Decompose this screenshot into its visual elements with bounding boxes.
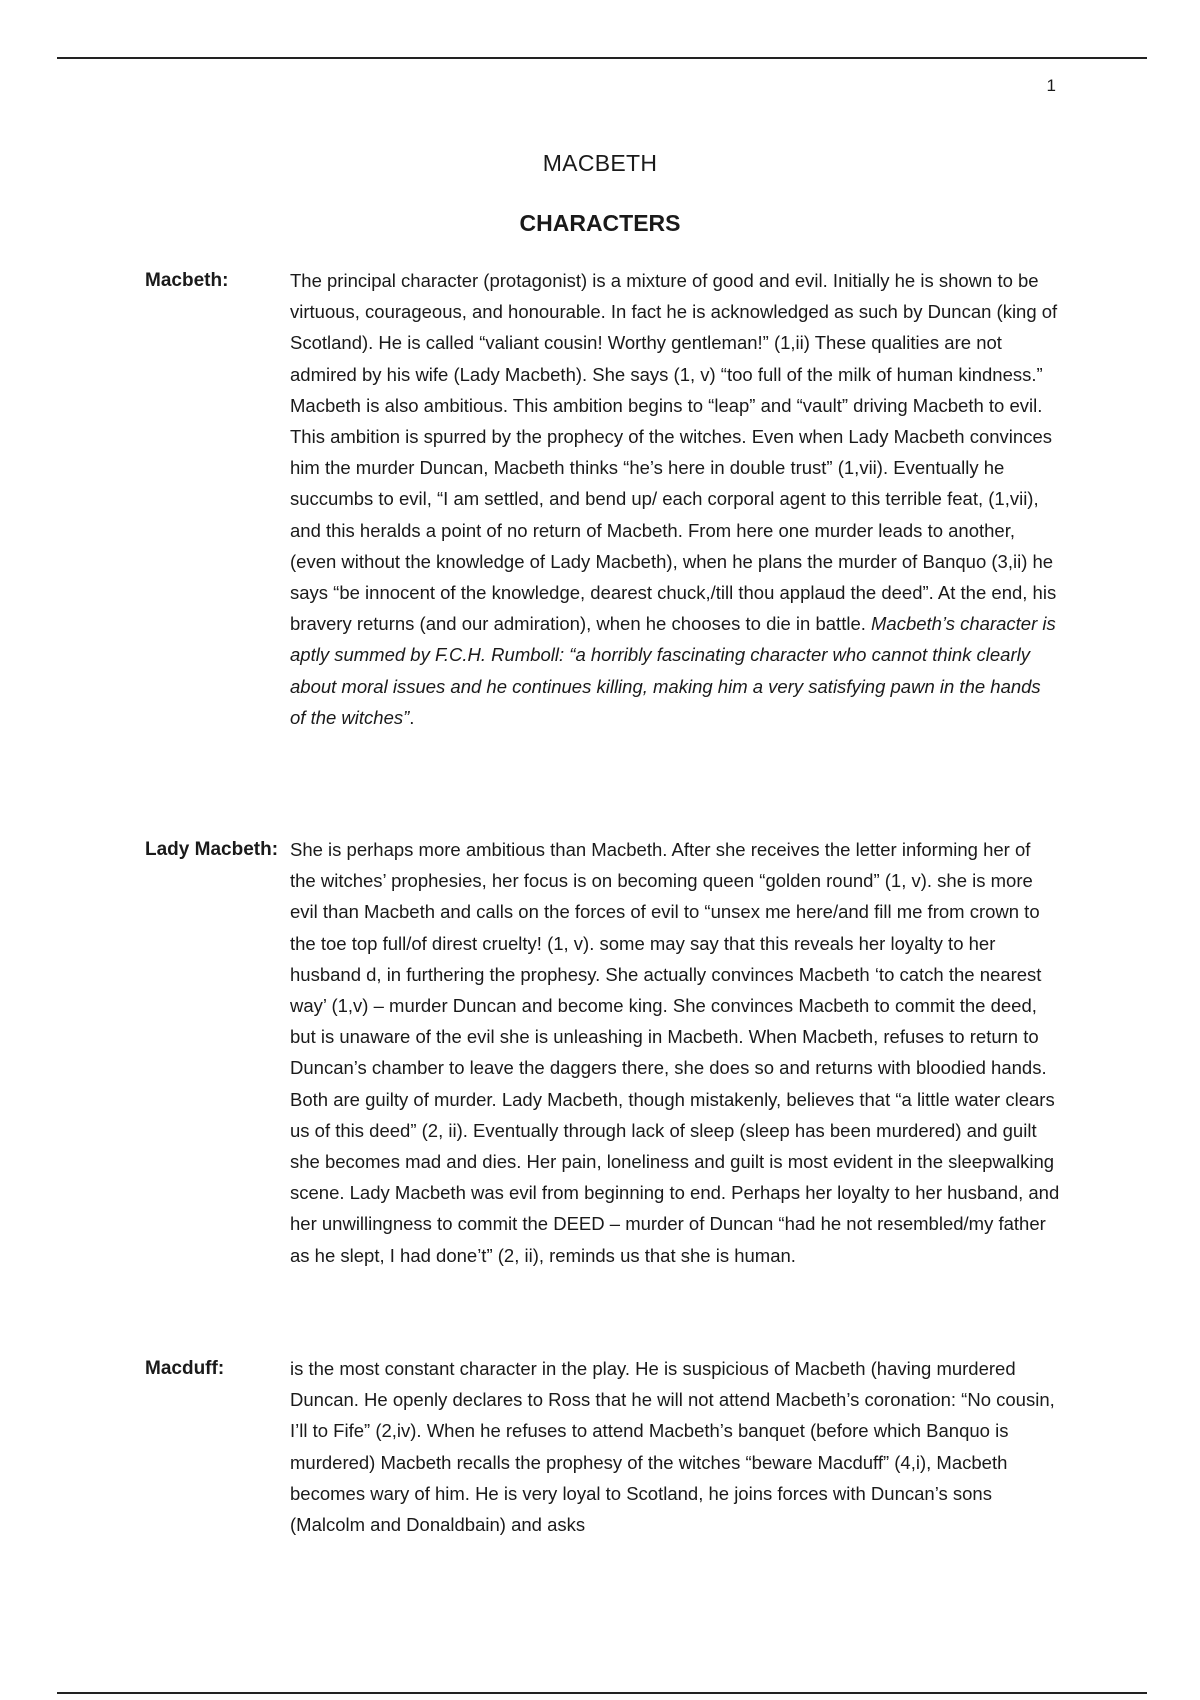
description-end: . — [409, 706, 415, 728]
document-title: MACBETH — [542, 150, 658, 176]
character-name: Lady Macbeth: — [145, 839, 279, 860]
character-description: is the most constant character in the play. He is suspicious of Macbeth (having murdered Duncan. He openly declares to Ross that he will not attend Macbeth’s coronation: “No cousin, I’ll to Fife” (2,iv). When he refuses to attend Macbeth’s banquet (before which Banquo is murdered) Macbeth recalls the prophesy of the witches “beware Macduff” (4,i), Macbeth becomes wary of him. He is very loyal to Scotland, he joins forces with Duncan’s sons (Malcolm and Donaldbain) and asks — [290, 1358, 1055, 1536]
character-entry-lady-macbeth — [145, 834, 1155, 1271]
description-text: The principal character (protagonist) is a mixture of good and evil. Initially he is shown to be virtuous, courageous, and honourable. In fact he is acknowledged as such by Duncan (king of Scotland). He is called “valiant cousin! Worthy gentleman!” (1,ii) These qualities are not admired by his wife (Lady Macbeth). She says (1, v) “too full of the milk of human kindness.” Macbeth is also ambitious. This ambition begins to “leap” and “vault” driving Macbeth to evil. This ambition is spurred by the prophecy of the witches. Even when Lady Macbeth convinces him the murder Duncan, Macbeth thinks “he’s here in double trust” (1,vii). Eventually he succumbs to evil, “I am settled, and bend up/ each corporal agent to this terrible feat, (1,vii), and this heralds a point of no return of Macbeth. From here one murder leads to another, (even without the knowledge of Lady Macbeth), when he plans the murder of Banquo (3,ii) he says “be innocent of the knowledge, dearest chuck,/till thou applaud the deed”. At the end, his bravery returns (and our admiration), when he chooses to die in battle. — [290, 270, 1058, 635]
page-number: 1 — [1046, 76, 1056, 95]
character-entry-macduff — [145, 1353, 1155, 1540]
character-name: Macduff: — [145, 1358, 225, 1379]
header-rule — [57, 57, 1147, 59]
character-name: Macbeth: — [145, 270, 229, 291]
character-description — [290, 265, 1060, 733]
critic-quote: Macbeth’s character is aptly summed by F.C.H. Rumboll: “a horribly fascinating character who cannot think clearly about moral issues and he continues killing, making him a very satisfying pawn in the hands of the witches” — [290, 613, 1056, 728]
section-heading: CHARACTERS — [519, 210, 681, 236]
character-description: She is perhaps more ambitious than Macbeth. After she receives the letter informing her of the witches’ prophesies, her focus is on becoming queen “golden round” (1, v). she is more evil than Macbeth and calls on the forces of evil to “unsex me here/and fill me from crown to the toe top full/of direst cruelty! (1, v). some may say that this reveals her loyalty to her husband d, in furthering the prophesy. She actually convinces Macbeth ‘to catch the nearest way’ (1,v) – murder Duncan and become king. She convinces Macbeth to commit the deed, but is unaware of the evil she is unleashing in Macbeth. When Macbeth, refuses to return to Duncan’s chamber to leave the daggers there, she does so and returns with bloodied hands. Both are guilty of murder. Lady Macbeth, though mistakenly, believes that “a little water clears us of this deed” (2, ii). Eventually through lack of sleep (sleep has been murdered) and guilt she becomes mad and dies. Her pain, loneliness and guilt is most evident in the sleepwalking scene. Lady Macbeth was evil from beginning to end. Perhaps her loyalty to her husband, and her unwillingness to commit the DEED – murder of Duncan “had he not resembled/my father as he slept, I had done’t” (2, ii), reminds us that she is human. — [290, 839, 1060, 1266]
footer-rule — [57, 1692, 1147, 1694]
character-entry-macbeth — [145, 265, 1155, 733]
